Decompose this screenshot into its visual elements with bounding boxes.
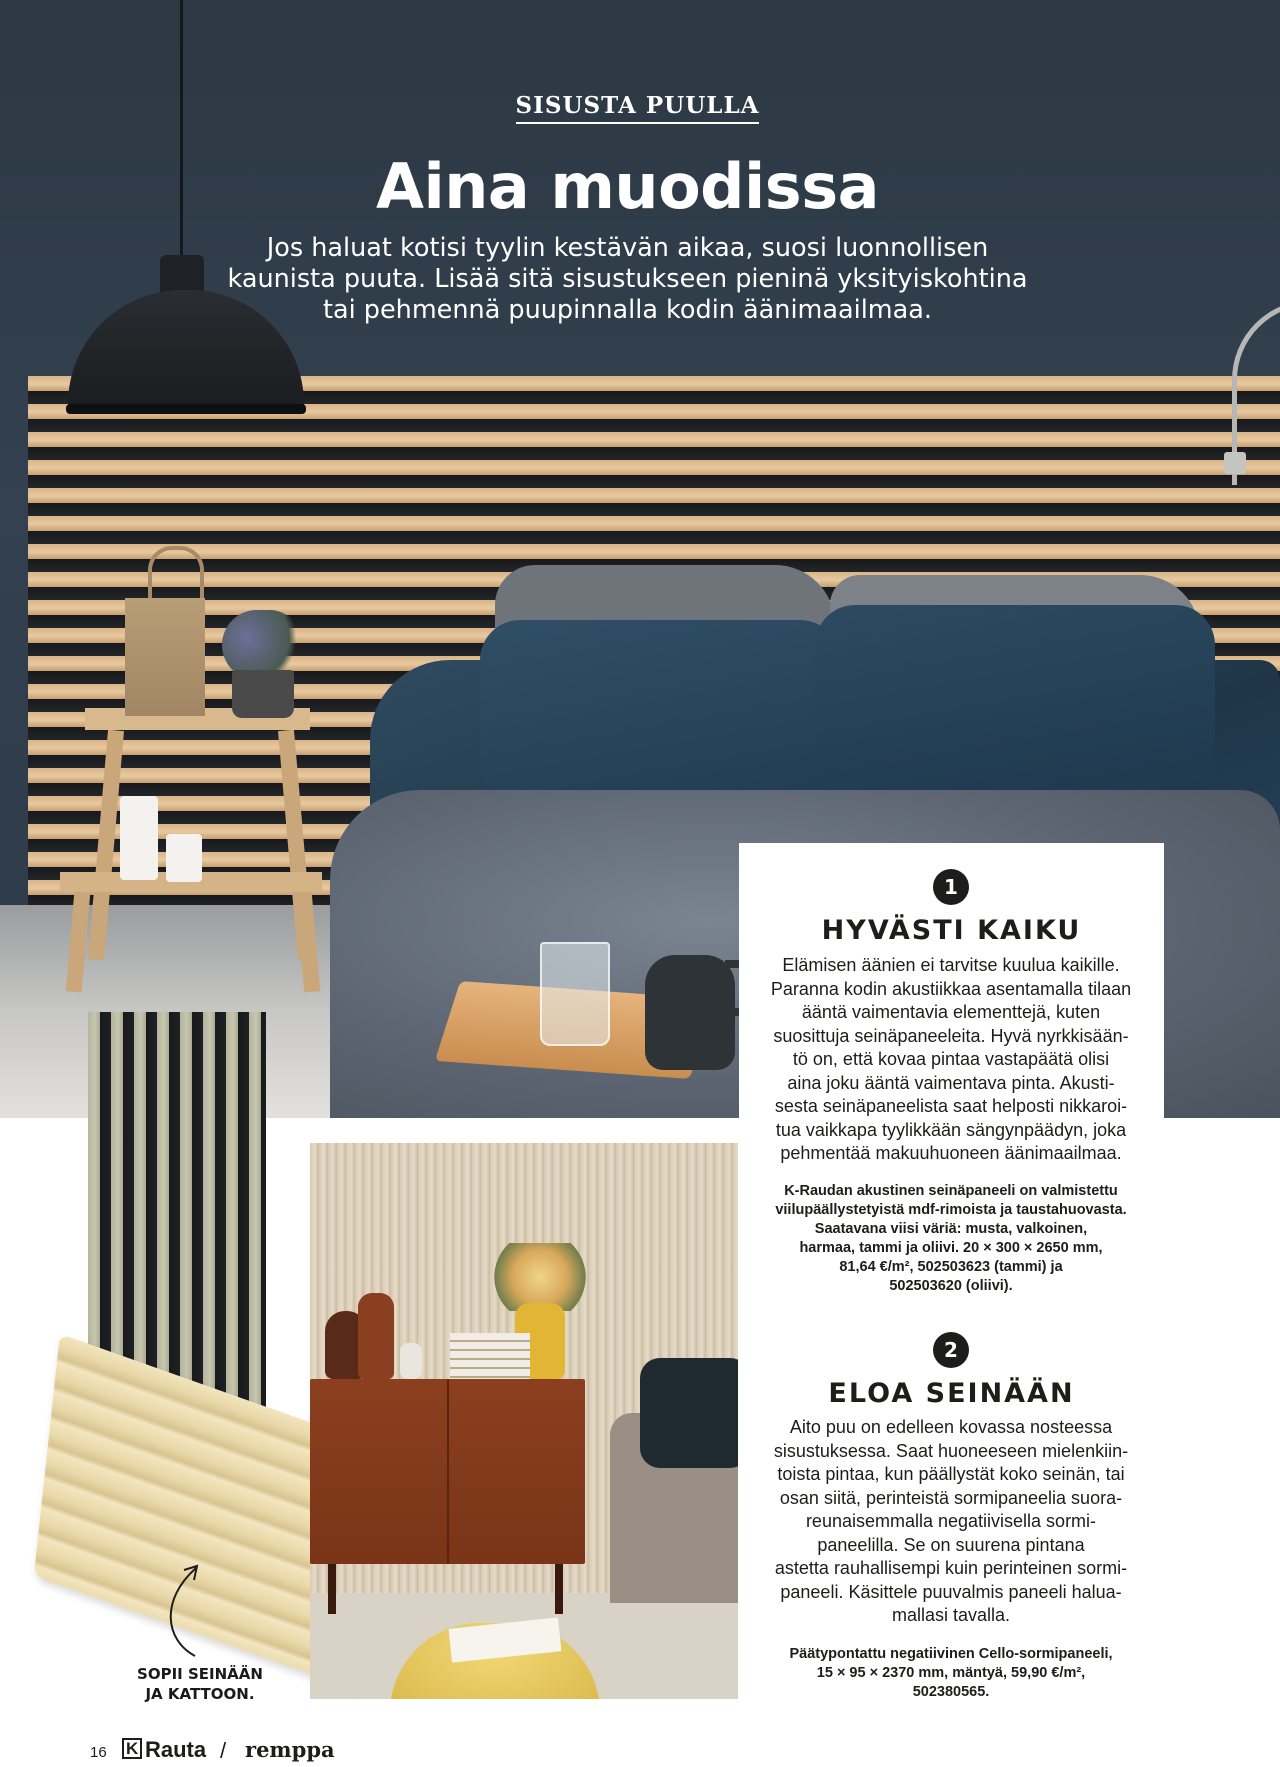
- product-line: Saatavana viisi väriä: musta, valkoinen,: [814, 1221, 1088, 1237]
- product-info: [761, 1182, 1141, 1296]
- plant-pot: [232, 670, 294, 718]
- flower-bouquet: [490, 1243, 590, 1311]
- body-line: Elämisen äänien ei tarvitse kuulua kaikille.: [782, 955, 1120, 975]
- pendant-lamp-rim: [66, 404, 306, 414]
- product-info: [761, 1645, 1141, 1702]
- product-line: Päätypontattu negatiivinen Cello-sormipaneeli,: [789, 1646, 1113, 1662]
- intro-paragraph: [210, 233, 1045, 326]
- section-body: [761, 954, 1141, 1166]
- body-line: astetta rauhallisempi kuin perinteinen sormi-: [774, 1558, 1128, 1578]
- caption-line: JA KATTOON.: [145, 1685, 255, 1703]
- paper-bag: [125, 598, 205, 716]
- page-number: 16: [90, 1744, 107, 1761]
- section-title: ELOA SEINÄÄN: [828, 1378, 1075, 1409]
- book-stack: [450, 1333, 530, 1379]
- body-line: reunaisemmalla negatiivisella sormi-: [805, 1511, 1097, 1531]
- glass: [540, 942, 610, 1046]
- pendant-lamp-neck: [160, 255, 204, 295]
- product-line: 81,64 €/m², 502503623 (tammi) ja: [839, 1259, 1063, 1275]
- wall-lamp-head: [1224, 452, 1246, 474]
- section-title: HYVÄSTI KAIKU: [821, 915, 1082, 946]
- body-line: tua vaikkapa tyylikkään sängynpäädyn, joka: [775, 1119, 1127, 1140]
- product-line: harmaa, tammi ja oliivi. 20 × 300 × 2650 mm,: [799, 1240, 1103, 1256]
- kicker-text: SISUSTA PUULLA: [516, 92, 760, 124]
- caption-line: SOPII SEINÄÄN: [137, 1665, 263, 1683]
- body-line: osan siitä, perinteistä sormipaneelia suora-: [779, 1487, 1123, 1508]
- pillow-blue: [815, 605, 1215, 805]
- body-line: paneeli. Käsittele puuvalmis paneeli halua-: [780, 1581, 1122, 1602]
- sideboard-door-split: [447, 1379, 449, 1564]
- cushion: [640, 1358, 738, 1468]
- body-line: mallasi tavalla.: [891, 1605, 1011, 1625]
- curved-arrow-icon: [160, 1560, 220, 1660]
- vase: [400, 1343, 422, 1379]
- product-line: 15 × 95 × 2370 mm, mäntyä, 59,90 €/m²,: [816, 1665, 1086, 1681]
- product-line: 502503620 (oliivi).: [889, 1278, 1013, 1294]
- brand-name: Rauta: [145, 1737, 207, 1762]
- candle: [120, 796, 158, 880]
- k-logo-icon: K: [122, 1738, 142, 1759]
- teapot: [645, 955, 735, 1070]
- pillow-blue: [480, 620, 840, 810]
- body-line: suosittuja seinäpaneeleita. Hyvä nyrkkisään-: [773, 1025, 1129, 1046]
- sideboard-leg: [328, 1564, 336, 1614]
- body-line: tö on, että kovaa pintaa vastapäätä olisi: [792, 1049, 1110, 1069]
- body-line: Aito puu on edelleen kovassa nosteessa: [789, 1417, 1113, 1437]
- body-line: pehmentää makuuhuoneen äänimaailmaa.: [780, 1143, 1122, 1163]
- body-line: sesta seinäpaneelista saat helposti nikkaroi-: [774, 1096, 1128, 1116]
- body-line: toista pintaa, kun päällystät koko seinän, tai: [777, 1464, 1125, 1484]
- body-line: aina joku ääntä vaimentava pinta. Akusti-: [787, 1072, 1115, 1093]
- article-text-box: [739, 843, 1164, 1718]
- body-line: sisustuksessa. Saat huoneeseen mielenkiin-: [773, 1440, 1129, 1461]
- section-body: [761, 1416, 1141, 1628]
- body-line: ääntä vaimentavia elementtejä, kuten: [801, 1002, 1101, 1022]
- candle: [166, 834, 202, 882]
- section-number-badge: 2: [933, 1332, 969, 1368]
- interior-photo-finger-panel-wall: [310, 1143, 738, 1699]
- product-line: 502380565.: [912, 1684, 990, 1700]
- body-line: Paranna kodin akustiikkaa asentamalla tilaan: [770, 978, 1132, 999]
- intro-line: tai pehmennä puupinnalla kodin äänimaailmaa.: [322, 295, 933, 325]
- sideboard-leg: [555, 1564, 563, 1614]
- body-line: paneelilla. Se on suurena pintana: [817, 1534, 1085, 1555]
- section-kicker: [0, 92, 1275, 119]
- brand-separator: /: [220, 1738, 227, 1763]
- section-number-badge: 1: [933, 869, 969, 905]
- product-line: K-Raudan akustinen seinäpaneeli on valmistettu: [784, 1183, 1118, 1199]
- product-line: viilupäällystetyistä mdf-rimoista ja taustahuovasta.: [775, 1202, 1127, 1218]
- magazine-name: remppa: [245, 1737, 335, 1762]
- intro-line: Jos haluat kotisi tyylin kestävän aikaa, suosi luonnollisen: [266, 233, 989, 263]
- product-caption: [120, 1664, 280, 1704]
- intro-line: kaunista puuta. Lisää sitä sisustukseen pieninä yksityiskohtina: [227, 264, 1028, 294]
- vase: [358, 1293, 394, 1379]
- page-headline: Aina muodissa: [376, 150, 879, 223]
